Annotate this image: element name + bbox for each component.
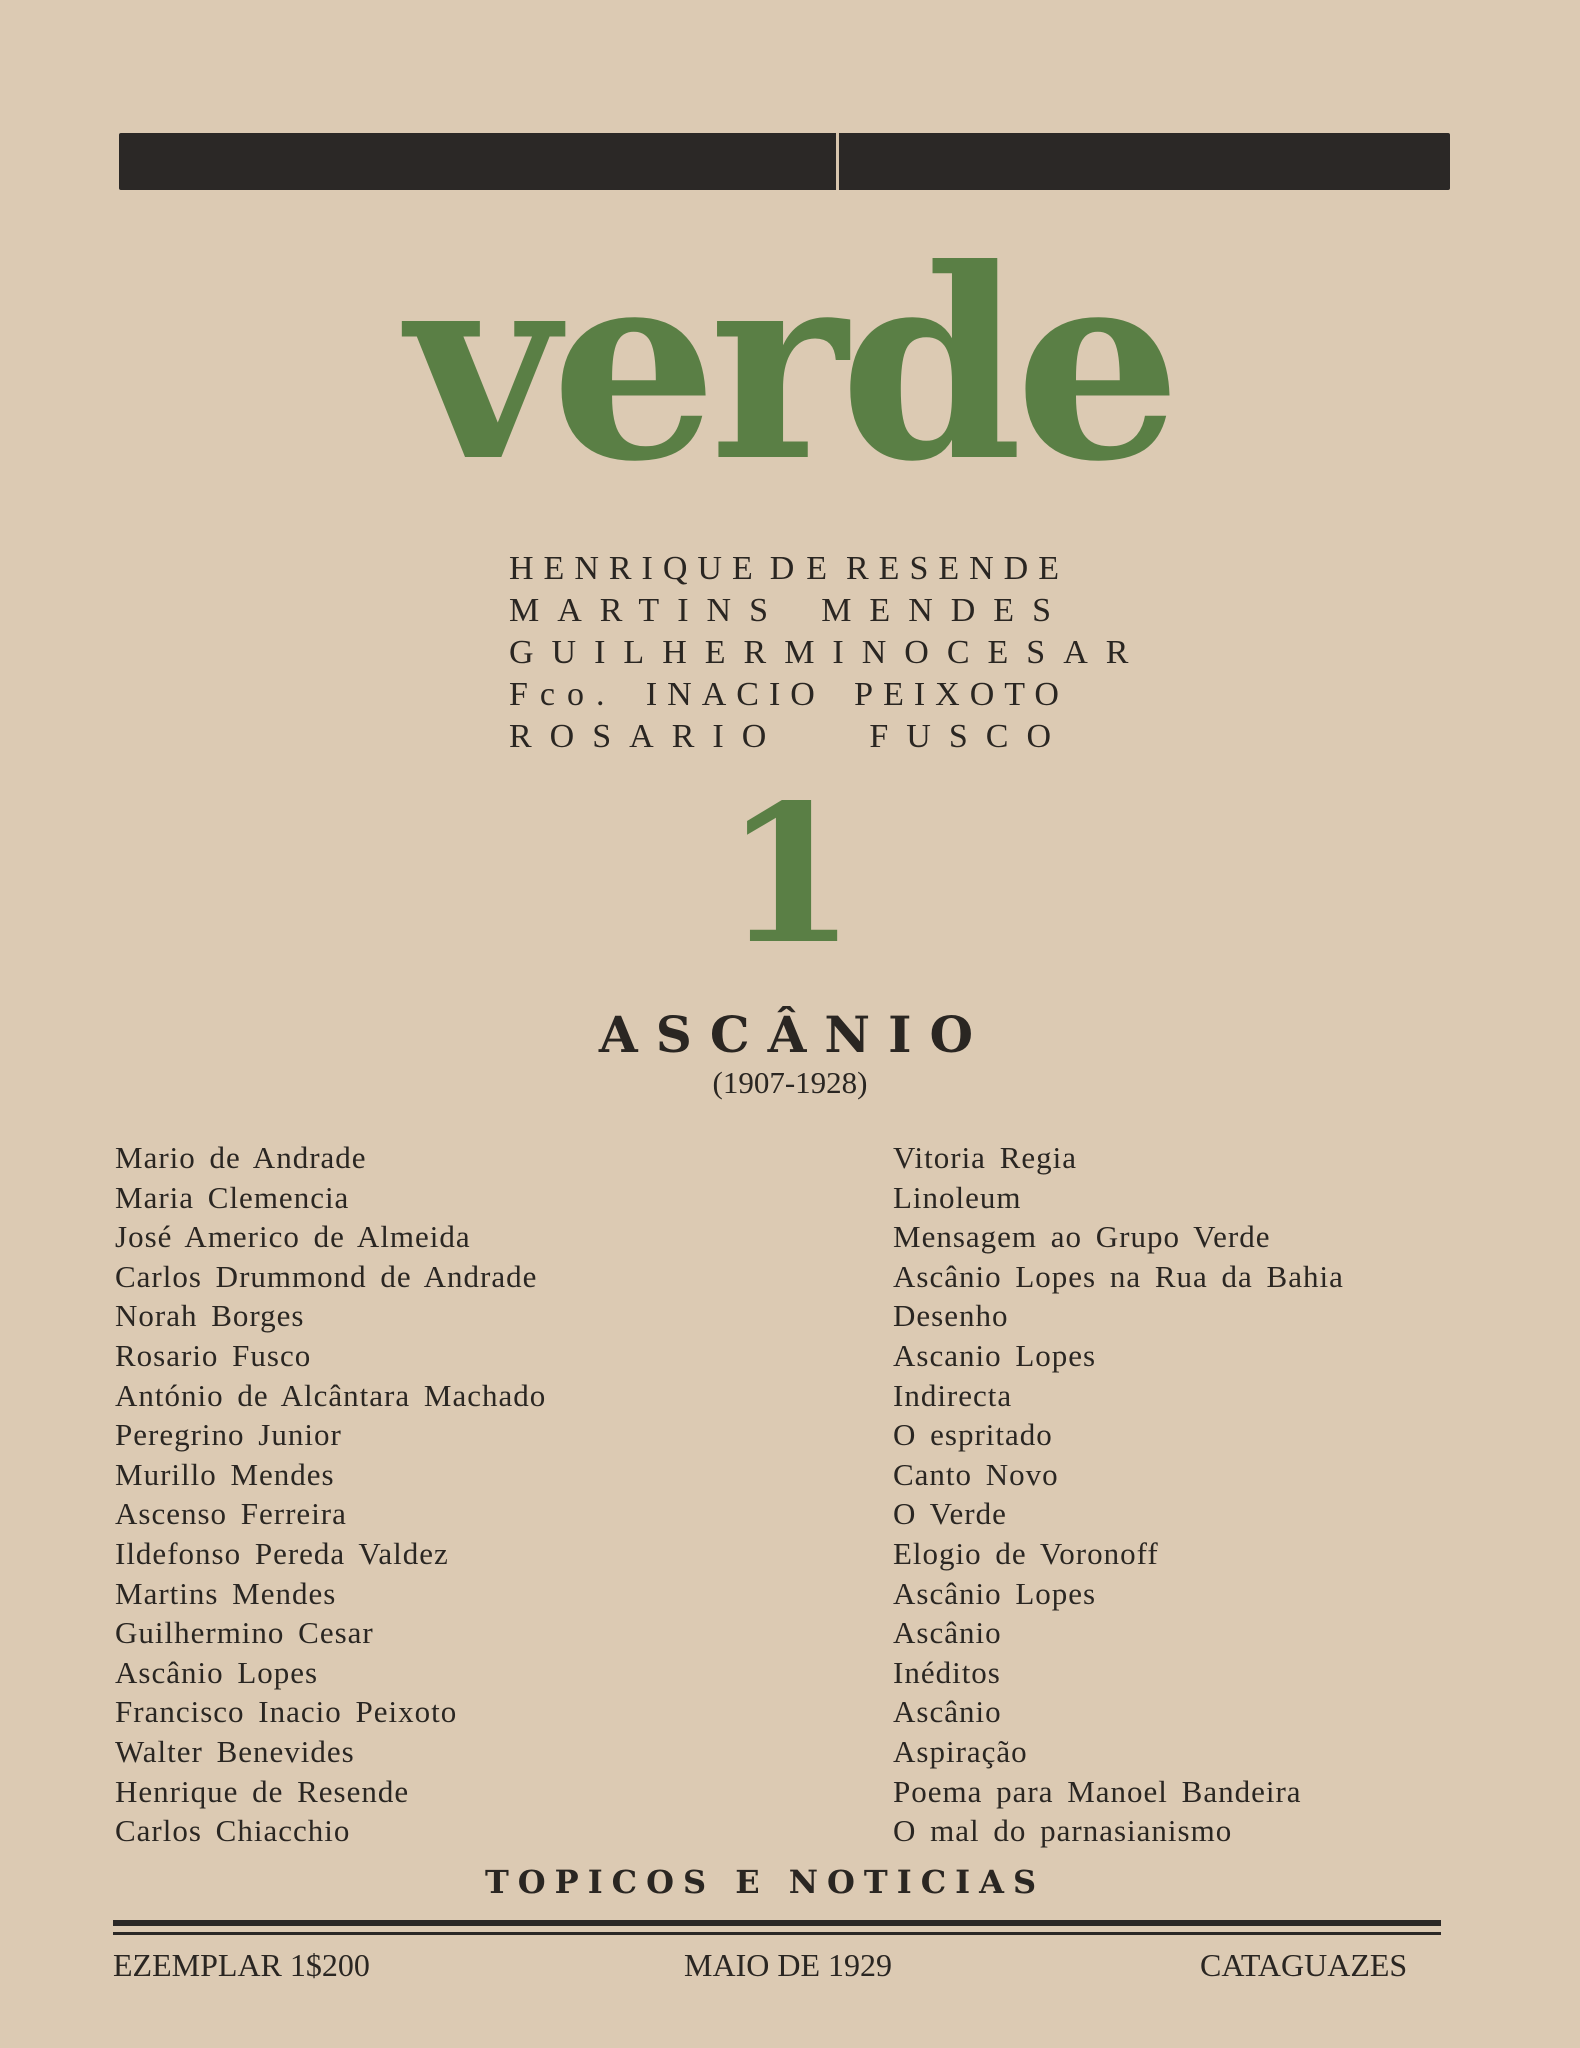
contributor-name: Maria Clemencia: [115, 1179, 350, 1215]
work-title: Desenho: [893, 1298, 1009, 1334]
footer-rule-thick: [113, 1920, 1441, 1926]
editor-line: [509, 674, 1069, 716]
contributors-list: [115, 1138, 835, 1851]
editor-word: MENDES: [821, 592, 1069, 629]
editor-word: CESAR: [946, 634, 1147, 671]
work-title: Ascânio Lopes na Rua da Bahia: [893, 1258, 1344, 1294]
editor-line: [509, 590, 1069, 632]
work-title: Indirecta: [893, 1377, 1013, 1413]
editor-word: GUILHERMINO: [509, 634, 947, 671]
editor-word: ROSARIO: [509, 718, 785, 755]
footer-date: MAIO DE 1929: [684, 1947, 892, 1983]
section-title: TOPICOS E NOTICIAS: [484, 1863, 1046, 1901]
contributor-name: Guilhermino Cesar: [115, 1615, 374, 1651]
top-bar: [119, 133, 1450, 190]
work-title: Linoleum: [893, 1179, 1022, 1215]
work-title: O espritado: [893, 1417, 1053, 1453]
contributor-name: Rosario Fusco: [115, 1337, 312, 1373]
issue-number: 1: [723, 763, 857, 986]
work-title: Mensagem ao Grupo Verde: [893, 1219, 1271, 1255]
contributor-name: Henrique de Resende: [115, 1773, 410, 1809]
work-title: Ascânio Lopes: [893, 1575, 1097, 1611]
footer-rule-thin: [113, 1932, 1441, 1935]
work-title: Canto Novo: [893, 1456, 1059, 1492]
editors-list: [509, 548, 1147, 758]
contributor-name: Francisco Inacio Peixoto: [115, 1694, 458, 1730]
honoree-dates: (1907-1928): [712, 1065, 868, 1100]
work-title: O mal do parnasianismo: [893, 1813, 1233, 1849]
work-title: Ascanio Lopes: [893, 1337, 1097, 1373]
work-title: Inéditos: [893, 1654, 1001, 1690]
work-title: Vitoria Regia: [893, 1140, 1078, 1175]
editor-word: FUSCO: [869, 718, 1069, 755]
contributor-name: Norah Borges: [115, 1298, 305, 1334]
editor-line: [509, 716, 1069, 758]
editor-word: Fco.: [509, 676, 617, 713]
masthead-title: verde: [406, 211, 1174, 519]
contributor-name: Murillo Mendes: [115, 1456, 335, 1492]
contributor-name: Martins Mendes: [115, 1575, 337, 1611]
top-bar-divider: [836, 133, 839, 190]
contributor-name: José Americo de Almeida: [115, 1219, 471, 1255]
editor-word: PEIXOTO: [854, 676, 1069, 713]
work-title: Ascânio: [893, 1694, 1002, 1730]
contributor-name: António de Alcântara Machado: [115, 1377, 547, 1413]
contributor-name: Carlos Chiacchio: [115, 1813, 351, 1849]
contributor-name: Ildefonso Pereda Valdez: [115, 1535, 449, 1571]
editor-line: [509, 548, 1069, 590]
editor-word: INACIO: [645, 676, 825, 713]
editor-line: [509, 632, 1147, 674]
footer-place: CATAGUAZES: [1200, 1947, 1408, 1983]
contributor-name: Ascenso Ferreira: [115, 1496, 347, 1532]
work-title: Ascânio: [893, 1615, 1002, 1651]
contributor-name: Ascânio Lopes: [115, 1654, 319, 1690]
work-title: O Verde: [893, 1496, 1007, 1532]
contributor-name: Peregrino Junior: [115, 1417, 342, 1453]
work-title: Aspiração: [893, 1733, 1028, 1769]
editor-word: DE: [769, 550, 840, 587]
editor-word: MARTINS: [509, 592, 786, 629]
work-title: Poema para Manoel Bandeira: [893, 1773, 1302, 1809]
works-list: [893, 1138, 1493, 1851]
contributor-name: Mario de Andrade: [115, 1140, 367, 1175]
footer-price: EZEMPLAR 1$200: [113, 1947, 370, 1983]
editor-word: HENRIQUE: [509, 550, 763, 587]
honoree-name: ASCÂNIO: [598, 1005, 992, 1064]
contributor-name: Walter Benevides: [115, 1733, 355, 1769]
work-title: Elogio de Voronoff: [893, 1535, 1159, 1571]
contributor-name: Carlos Drummond de Andrade: [115, 1258, 538, 1294]
editor-word: RESENDE: [846, 550, 1069, 587]
